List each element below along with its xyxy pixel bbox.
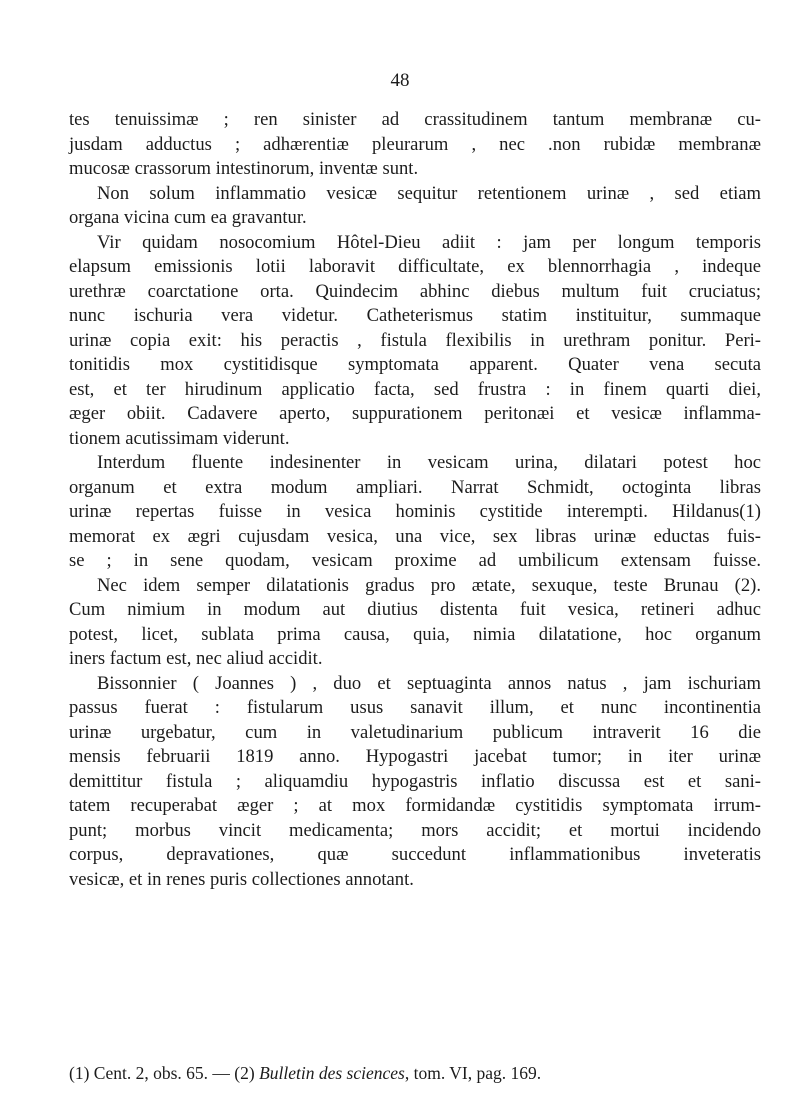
- text-line: organa vicina cum ea gravantur.: [69, 207, 307, 228]
- text-line: tionem acutissimam viderunt.: [69, 427, 290, 449]
- footnote-tail: , tom. VI, pag. 169.: [404, 1063, 542, 1083]
- text-line: demittitur fistula ; aliquamdiu hypogastris inflatio discussa est et sani-: [69, 770, 761, 792]
- text-line: vesicæ, et in renes puris collectiones annotant.: [69, 868, 414, 890]
- text-line: Vir quidam nosocomium Hôtel-Dieu adiit : jam per longum temporis: [97, 231, 761, 253]
- text-line: æger obiit. Cadavere aperto, suppurationem peritonæi et vesicæ inflamma-: [69, 403, 761, 424]
- text-line: mensis februarii 1819 anno. Hypogastri jacebat tumor; in iter urinæ: [69, 746, 761, 767]
- text-line: se ; in sene quodam, vesicam proxime ad umbilicum extensam fuisse.: [69, 550, 761, 571]
- text-line: punt; morbus vincit medicamenta; mors accidit; et mortui incidendo: [69, 819, 761, 841]
- text-line: iners factum est, nec aliud accidit.: [69, 648, 323, 669]
- text-line: urinæ urgebatur, cum in valetudinarium publicum intraverit 16 die: [69, 721, 761, 743]
- body-text: [69, 108, 761, 892]
- text-line: tes tenuissimæ ; ren sinister ad crassitudinem tantum membranæ cu-: [69, 109, 761, 130]
- footnote: [69, 1063, 761, 1084]
- footnote-title: Bulletin des sciences: [259, 1063, 405, 1083]
- text-line: Non solum inflammatio vesicæ sequitur retentionem urinæ , sed etiam: [97, 182, 761, 204]
- text-line: jusdam adductus ; adhærentiæ pleurarum , nec .non rubidæ membranæ: [69, 133, 761, 155]
- text-line: potest, licet, sublata prima causa, quia, nimia dilatatione, hoc organum: [69, 623, 761, 645]
- text-line: tatem recuperabat æger ; at mox formidandæ cystitidis symptomata irrum-: [69, 795, 761, 816]
- text-line: elapsum emissionis lotii laboravit difficultate, ex blennorrhagia , indeque: [69, 256, 761, 277]
- text-line: corpus, depravationes, quæ succedunt inflammationibus inveteratis: [69, 844, 761, 865]
- text-line: urinæ repertas fuisse in vesica hominis cystitide interempti. Hildanus(1): [69, 501, 761, 522]
- page-number: 48: [390, 70, 410, 91]
- text-line: Nec idem semper dilatationis gradus pro ætate, sexuque, teste Brunau (2).: [97, 574, 761, 596]
- text-line: Bissonnier ( Joannes ) , duo et septuaginta annos natus , jam ischuriam: [97, 672, 761, 694]
- text-line: passus fuerat : fistularum usus sanavit illum, et nunc incontinentia: [69, 697, 761, 718]
- footnote-ref: (1) Cent. 2, obs. 65. — (2): [69, 1063, 260, 1083]
- text-line: tonitidis mox cystitidisque symptomata apparent. Quater vena secuta: [69, 354, 761, 375]
- text-line: est, et ter hirudinum applicatio facta, sed frustra : in finem quarti diei,: [69, 378, 761, 400]
- text-line: nunc ischuria vera videtur. Catheterismus statim instituitur, summaque: [69, 305, 761, 326]
- text-line: organum et extra modum ampliari. Narrat Schmidt, octoginta libras: [69, 476, 761, 498]
- text-line: urethræ coarctatione orta. Quindecim abhinc diebus multum fuit cruciatus;: [69, 280, 761, 302]
- text-line: memorat ex ægri cujusdam vesica, una vice, sex libras urinæ eductas fuis-: [69, 525, 761, 547]
- text-line: mucosæ crassorum intestinorum, inventæ sunt.: [69, 158, 419, 179]
- text-line: Cum nimium in modum aut diutius distenta fuit vesica, retineri adhuc: [69, 599, 761, 620]
- text-line: Interdum fluente indesinenter in vesicam urina, dilatari potest hoc: [97, 452, 761, 473]
- text-line: urinæ copia exit: his peractis , fistula flexibilis in urethram ponitur. Peri-: [69, 329, 761, 351]
